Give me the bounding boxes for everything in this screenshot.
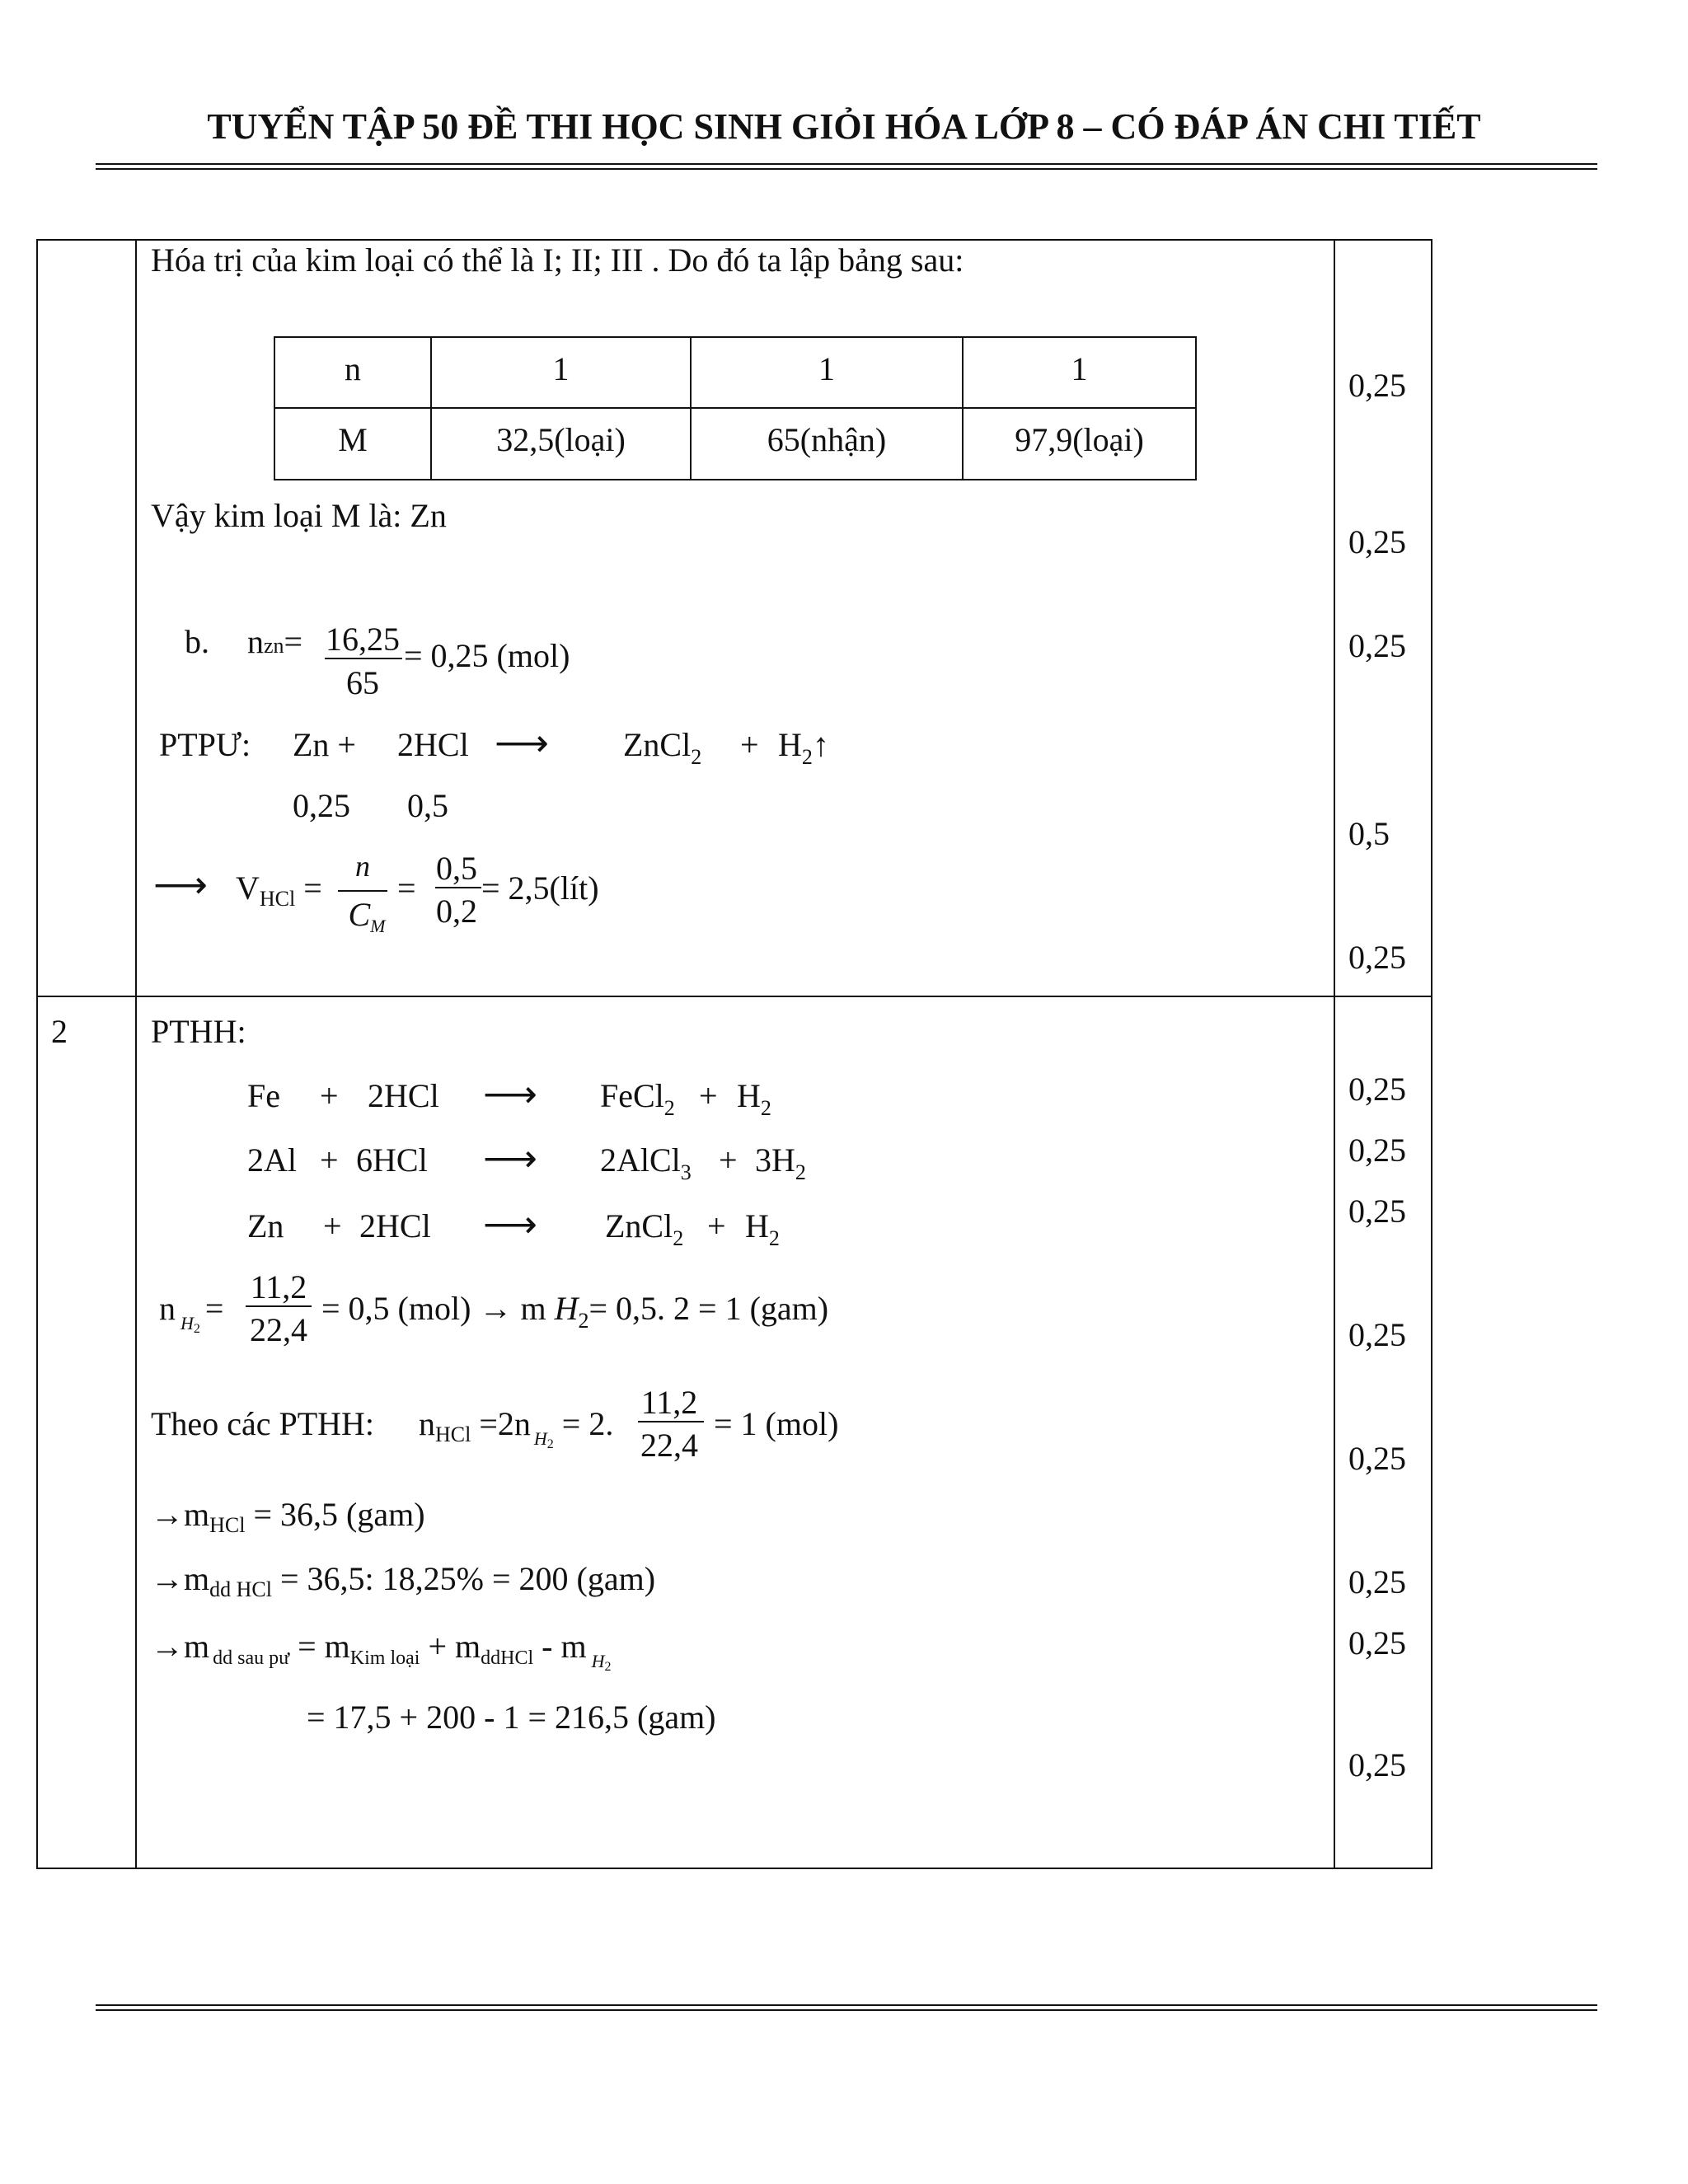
theo-label: Theo các PTHH: [151,1405,375,1442]
ptpu-left: Zn + [293,726,356,763]
table-col-divider-2 [1334,239,1335,1869]
valence-cell-m-1: 32,5(loại) [496,421,626,458]
ptpu-plus: + [740,726,759,763]
reaction-2-p1: 2AlCl$_3$ [600,1141,692,1184]
nh2-frac-den: 22,4 [250,1311,307,1348]
reaction-2-p2: $3H_2$ [755,1141,806,1184]
reaction-1-r1: Fe [247,1077,280,1114]
row2-score-6: 0,25 [1348,1563,1406,1601]
valence-table-mid [274,407,1197,409]
row1-intro-text: Hóa trị của kim loại có thể là I; II; III . Do đó ta lập bảng sau: [151,241,964,279]
ptpu-amount-hcl: 0,5 [407,787,448,824]
row1-score-1: 0,25 [1348,367,1406,404]
valence-table-v4 [1195,336,1197,480]
valence-cell-n-1: 1 [552,350,570,387]
header-rule-top [96,163,1597,165]
theo-frac-num: 11,2 [640,1384,698,1421]
row1-score-4: 0,5 [1348,815,1390,852]
mdd-line: $\to m_{dd HCl} = 36,5$: 18,25% = 200 (gam) [151,1560,656,1601]
row2-score-7: 0,25 [1348,1624,1406,1661]
ptpu-label: PTPƯ: [159,726,251,763]
part-b-frac-bar [325,658,402,659]
nh2-label: n $_{H2}$= [159,1290,224,1336]
row1-score-2: 0,25 [1348,523,1406,560]
ptpu-reagent: 2HCl [397,726,469,763]
valence-cell-m-2: 65(nhận) [767,421,887,458]
reaction-1-p2: $H_2$ [737,1077,771,1120]
reaction-3-p1: ZnCl$_2$ [605,1207,684,1250]
right-arrow-icon: → [151,1628,184,1665]
vhcl-arrow: ⟶ [153,864,208,906]
part-b-n-label: nzn= [247,623,303,660]
reaction-3-r2: 2HCl [359,1207,431,1244]
reaction-2-arrow: ⟶ [483,1137,537,1179]
reaction-3-arrow: ⟶ [483,1203,537,1245]
part-b-label: b. [185,623,209,660]
table-right-border [1431,239,1432,1869]
reaction-2-r1: 2Al [247,1141,297,1179]
final-result: = 17,5 + 200 - 1 = 216,5 (gam) [307,1699,716,1736]
nh2-result: = 0,5 (mol) → m $H_2= 0,5$. 2 = 1 (gam) [321,1290,829,1333]
reaction-1-r2: 2HCl [368,1077,439,1114]
row1-score-5: 0,25 [1348,939,1406,976]
row2-score-2: 0,25 [1348,1132,1406,1169]
right-arrow-icon: → [479,1290,513,1327]
table-col-divider-1 [135,239,137,1869]
valence-table-top [274,336,1197,338]
ptpu-amount-zn: 0,25 [293,787,350,824]
reaction-1-p1: FeCl$_2$ [600,1077,675,1120]
row1-score-3: 0,25 [1348,627,1406,664]
reaction-3-plus1: + [323,1207,342,1244]
valence-cell-n-2: 1 [818,350,835,387]
valence-cell-n-label: n [345,350,361,387]
vhcl-frac1-num: n [355,850,370,883]
theo-frac-den: 22,4 [640,1427,698,1464]
row1-conclusion: Vậy kim loại M là: Zn [151,497,447,534]
row2-score-5: 0,25 [1348,1440,1406,1477]
reaction-3-p2: $H_2$ [745,1207,780,1250]
page-header-title: TUYỂN TẬP 50 ĐỀ THI HỌC SINH GIỎI HÓA LỚP 8 – CÓ ĐÁP ÁN CHI TIẾT [207,106,1481,147]
reaction-2-plus1: + [320,1141,339,1179]
ptpu-arrow: ⟶ [495,722,549,764]
nh2-frac-bar [246,1305,312,1307]
row2-score-1: 0,25 [1348,1071,1406,1108]
row2-score-3: 0,25 [1348,1193,1406,1230]
right-arrow-icon: → [151,1560,184,1597]
mhcl-line: $\to m_{HCl} = 36,5$ (gam) [151,1496,425,1537]
table-row-divider [36,996,1432,997]
reaction-1-arrow: ⟶ [483,1073,537,1115]
vhcl-frac2-num: 0,5 [436,850,477,887]
vhcl-frac2-bar [435,887,481,888]
valence-cell-m-label: M [338,421,368,458]
vhcl-frac2-den: 0,2 [436,893,477,930]
ptpu-product2: $H_2↑$ [778,726,829,769]
table-left-border [36,239,38,1869]
right-arrow-icon: → [151,1496,184,1533]
part-b-frac-den: 65 [346,664,379,701]
vhcl-result: = 2,5(lít) [481,869,599,907]
theo-frac-bar [638,1421,704,1422]
reaction-2-r2: 6HCl [356,1141,428,1179]
vhcl-label: $V_{HCl}$ = [236,869,322,911]
footer-rule-top [96,2004,1597,2006]
theo-expr: $n_{HCl} =2n$ $_{H2}$ = 2. [419,1405,614,1451]
vhcl-frac1-den: $C_M$ [348,896,386,936]
reaction-2-plus2: + [719,1141,738,1179]
part-b-frac-num: 16,25 [326,621,400,658]
vhcl-eq2: = [397,869,416,907]
header-rule-bottom [96,168,1597,170]
reaction-1-plus2: + [699,1077,718,1114]
valence-cell-m-3: 97,9(loại) [1015,421,1144,458]
valence-cell-n-3: 1 [1071,350,1088,387]
reaction-3-plus2: + [707,1207,726,1244]
footer-rule-bottom [96,2009,1597,2011]
valence-table-bottom [274,479,1197,480]
reaction-1-plus1: + [320,1077,339,1114]
nh2-frac-num: 11,2 [250,1268,307,1305]
row2-number: 2 [51,1013,68,1050]
row2-score-4: 0,25 [1348,1316,1406,1353]
reaction-3-r1: Zn [247,1207,284,1244]
mdd-sau-line: →m $_{dd sau pư} = m_{Kim loại} + m_{ddHCl} - m$ $_{H2}$ [151,1628,612,1674]
vhcl-frac1-bar [338,890,387,892]
table-bottom-border [36,1868,1432,1869]
part-b-result: = 0,25 (mol) [404,637,570,674]
gas-up-arrow-icon: ↑ [812,726,829,763]
ptpu-product1: ZnCl$_2$ [623,726,702,769]
theo-result: = 1 (mol) [714,1405,839,1442]
row2-score-8: 0,25 [1348,1746,1406,1783]
pthh-label: PTHH: [151,1013,246,1050]
